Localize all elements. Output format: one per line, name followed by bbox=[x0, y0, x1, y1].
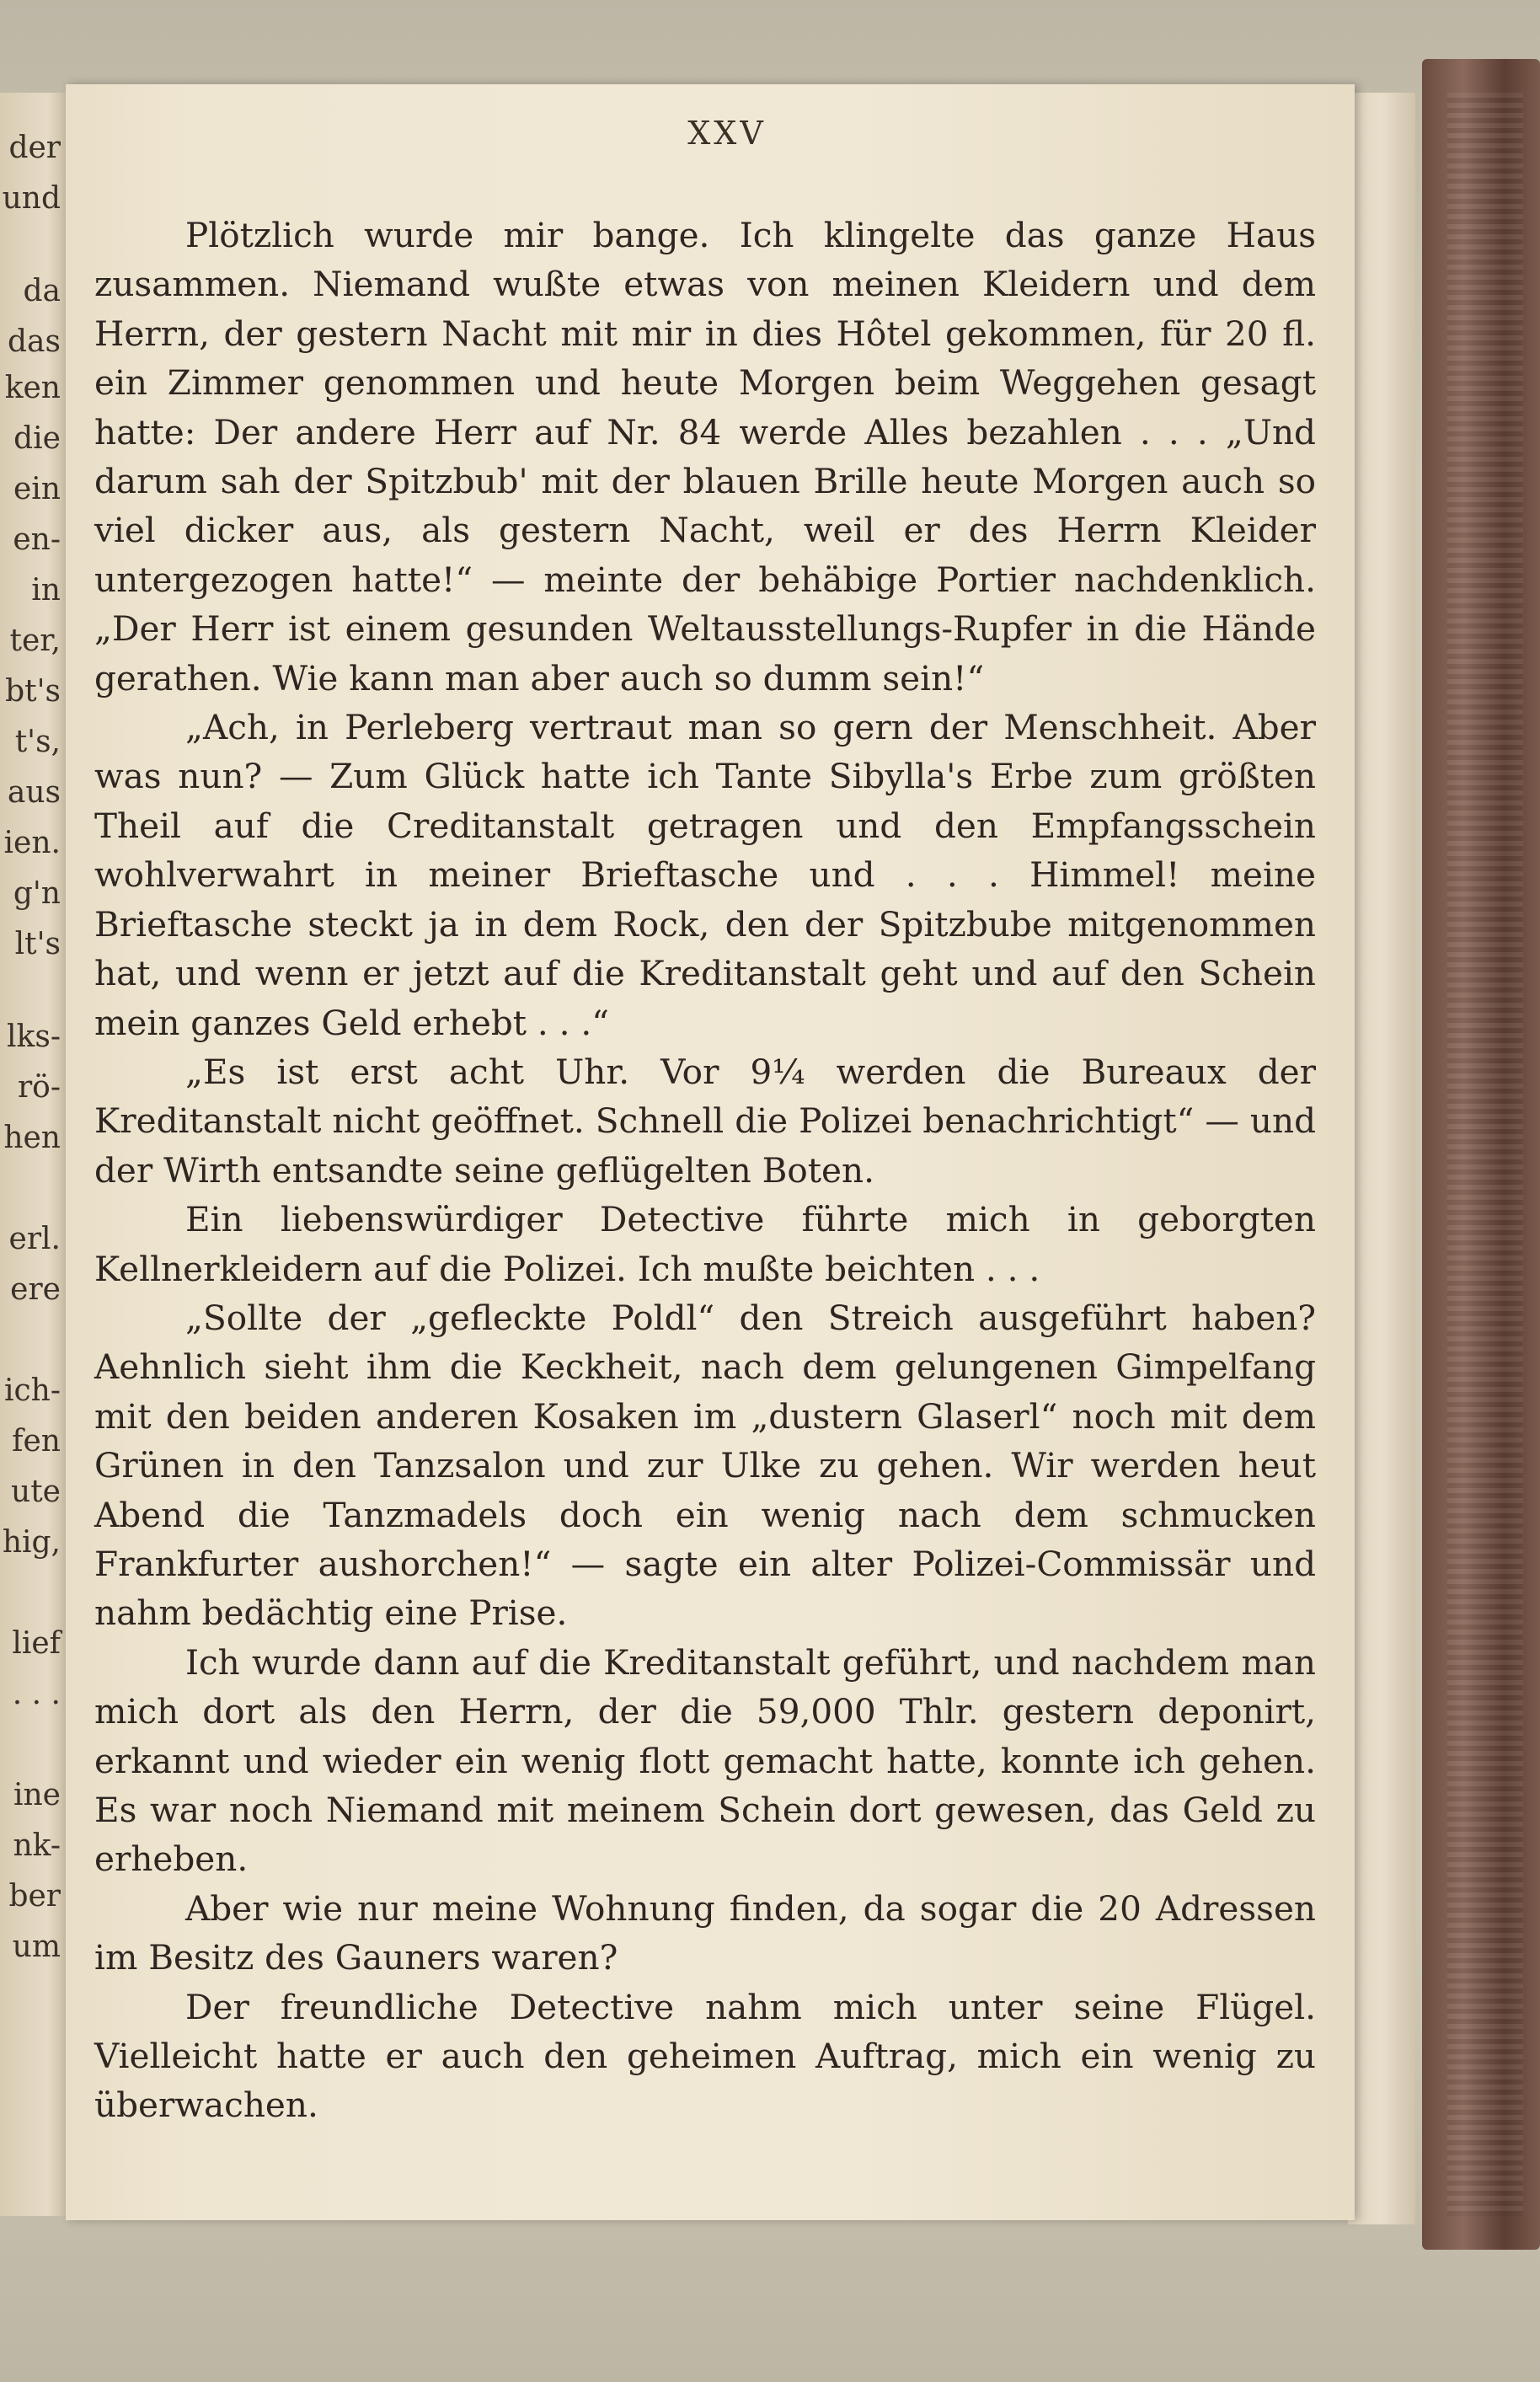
facing-page-fragment: ich- bbox=[3, 1373, 61, 1408]
facing-page-fragment: ter, bbox=[9, 624, 61, 658]
facing-page-fragment: da bbox=[23, 274, 61, 308]
facing-page-fragment: rö- bbox=[17, 1070, 61, 1105]
facing-page-fragment: und bbox=[2, 181, 61, 216]
facing-page-fragment: ken bbox=[4, 371, 61, 405]
facing-page-fragment: ute bbox=[11, 1475, 61, 1509]
paragraph: Der freundliche Detective nahm mich unter seine Flügel. Vielleicht hatte er auch den geheimen Auftrag, mich ein wenig zu überwachen. bbox=[94, 1986, 1316, 2126]
facing-page-fragment: hen bbox=[3, 1121, 61, 1155]
facing-page-fragment: aus bbox=[7, 775, 61, 810]
book-page bbox=[66, 84, 1355, 2220]
facing-page-fragment: hig, bbox=[2, 1525, 61, 1560]
facing-page-fragment: ber bbox=[8, 1879, 61, 1914]
facing-page-fragment: lks- bbox=[7, 1020, 61, 1054]
facing-page-fragment: um bbox=[12, 1930, 61, 1964]
paragraph: „Sollte der „gefleckte Poldl“ den Streich ausgeführt haben? Aehnlich sieht ihm die Keckheit, nach dem gelungenen Gimpelfang mit den beiden anderen Kosaken im „dustern Glaserl“ noch mit dem Grünen in den Tanzsalon und zur Ulke zu gehen. Wir werden heut Abend die Tanzmadels doch ein wenig nach dem schmucken Frankfurter aushorchen!“ — sagte ein alter Polizei-Commissär und nahm bedächtig eine Prise. bbox=[94, 1297, 1316, 1634]
facing-page-fragment: ine bbox=[13, 1778, 61, 1812]
paragraph: Aber wie nur meine Wohnung finden, da sogar die 20 Adressen im Besitz des Gauners waren? bbox=[94, 1887, 1316, 1978]
facing-page-fragment: ien. bbox=[3, 826, 61, 860]
page-number: XXV bbox=[687, 115, 767, 152]
paragraph: Plötzlich wurde mir bange. Ich klingelte das ganze Haus zusammen. Niemand wußte etwas von meinen Kleidern und dem Herrn, der gestern Nacht mit mir in dies Hôtel gekommen, für 20 fl. ein Zimmer genommen und heute Morgen beim Weggehen gesagt hatte: Der andere Herr auf Nr. 84 werde Alles bezahlen . . . „Und darum sah der Spitzbub' mit der blauen Brille heute Morgen auch so viel dicker aus, als gestern Nacht, weil er des Herrn Kleider untergezogen hatte!“ — meinte der behäbige Portier nachdenklich. „Der Herr ist einem gesunden Weltausstellungs-Rupfer in die Hände gerathen. Wie kann man aber auch so dumm sein!“ bbox=[94, 215, 1316, 699]
paragraph: „Es ist erst acht Uhr. Vor 9¼ werden die Bureaux der Kreditanstalt nicht geöffnet. Schnell die Polizei benachrichtigt“ — und der Wirth entsandte seine geflügelten Boten. bbox=[94, 1051, 1316, 1191]
book-binding bbox=[1422, 59, 1540, 2250]
facing-page-fragment: fen bbox=[12, 1424, 61, 1459]
facing-page-fragment: g'n bbox=[13, 876, 61, 911]
facing-page-fragment: der bbox=[8, 131, 61, 165]
facing-page-fragment: bt's bbox=[5, 674, 61, 709]
paragraph: Ein liebenswürdiger Detective führte mich in geborgten Kellnerkleidern auf die Polizei. Ich mußte beichten . . . bbox=[94, 1199, 1316, 1289]
paragraph: „Ach, in Perleberg vertraut man so gern der Menschheit. Aber was nun? — Zum Glück hatte ich Tante Sibylla's Erbe zum größten Theil auf die Creditanstalt getragen und den Empfangsschein wohlverwahrt in meiner Brieftasche und . . . Himmel! meine Brieftasche steckt ja in dem Rock, den der Spitzbube mitgenommen hat, und wenn er jetzt auf die Kreditanstalt geht und auf den Schein mein ganzes Geld erhebt . . .“ bbox=[94, 707, 1316, 1043]
facing-page-fragment: lt's bbox=[14, 927, 61, 961]
facing-page-edge bbox=[0, 93, 67, 2216]
facing-page-fragment: ein bbox=[13, 472, 61, 506]
facing-page-fragment: lief bbox=[12, 1626, 61, 1661]
facing-page-fragment: en- bbox=[13, 522, 61, 557]
facing-page-fragment: nk- bbox=[13, 1828, 61, 1863]
facing-page-fragment: t's, bbox=[14, 725, 61, 759]
paragraph: Ich wurde dann auf die Kreditanstalt geführt, und nachdem man mich dort als den Herrn, der die 59,000 Thlr. gestern deponirt, erkannt und wieder ein wenig flott gemacht hatte, konnte ich gehen. Es war noch Niemand mit meinem Schein dort gewesen, das Geld zu erheben. bbox=[94, 1641, 1316, 1880]
page-edge bbox=[1348, 93, 1415, 2224]
facing-page-fragment: in bbox=[31, 573, 61, 608]
facing-page-fragment: erl. bbox=[8, 1222, 61, 1256]
facing-page-fragment: ere bbox=[10, 1272, 61, 1307]
facing-page-fragment: das bbox=[8, 324, 61, 359]
facing-page-fragment: . . . bbox=[12, 1677, 61, 1711]
body-text bbox=[94, 211, 1316, 2130]
facing-page-fragment: die bbox=[13, 421, 61, 456]
